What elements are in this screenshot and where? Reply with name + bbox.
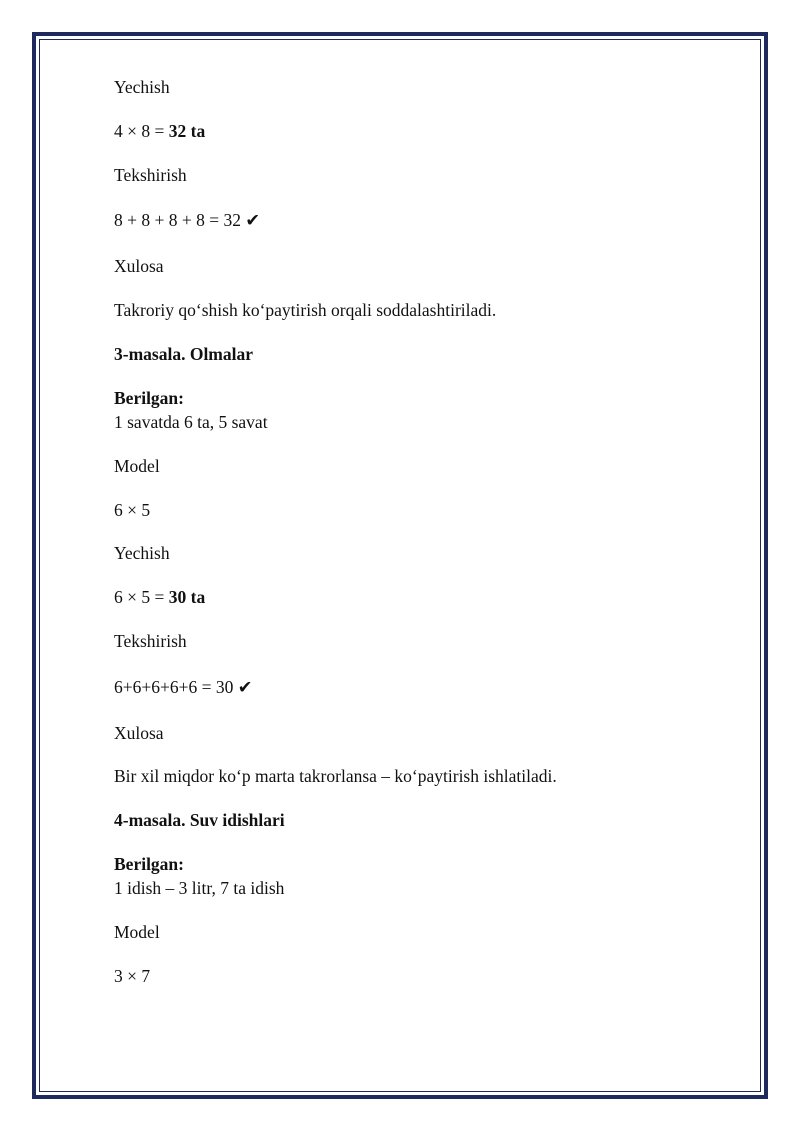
heading-yechish-3: Yechish <box>114 543 170 563</box>
problem-title-4: 4-masala. Suv idishlari <box>114 810 285 830</box>
problem-title-3: 3-masala. Olmalar <box>114 344 254 364</box>
heading-tekshirish-1: Tekshirish <box>114 165 187 185</box>
heading-model-3: Model <box>114 456 160 476</box>
heading-xulosa-1: Xulosa <box>114 256 164 276</box>
heading-yechish-1: Yechish <box>114 77 170 97</box>
check-line-3: 6+6+6+6+6 = 30 ✔ <box>114 677 253 697</box>
solution-line-1: 4 × 8 = 32 ta <box>114 121 206 141</box>
check-line-1: 8 + 8 + 8 + 8 = 32 ✔ <box>114 210 261 230</box>
heading-xulosa-3: Xulosa <box>114 723 164 743</box>
model-line-4: 3 × 7 <box>114 966 151 986</box>
given-line-3: 1 savatda 6 ta, 5 savat <box>114 412 268 432</box>
given-label-4: Berilgan: <box>114 854 184 874</box>
model-line-3: 6 × 5 <box>114 500 151 520</box>
heading-tekshirish-3: Tekshirish <box>114 631 187 651</box>
given-line-4: 1 idish – 3 litr, 7 ta idish <box>114 878 285 898</box>
conclusion-line-1: Takroriy qo‘shish ko‘paytirish orqali soddalashtiriladi. <box>114 300 497 320</box>
heading-model-4: Model <box>114 922 160 942</box>
conclusion-line-3: Bir xil miqdor ko‘p marta takrorlansa – ko‘paytirish ishlatiladi. <box>114 766 557 786</box>
solution-line-3: 6 × 5 = 30 ta <box>114 587 206 607</box>
given-label-3: Berilgan: <box>114 388 184 408</box>
